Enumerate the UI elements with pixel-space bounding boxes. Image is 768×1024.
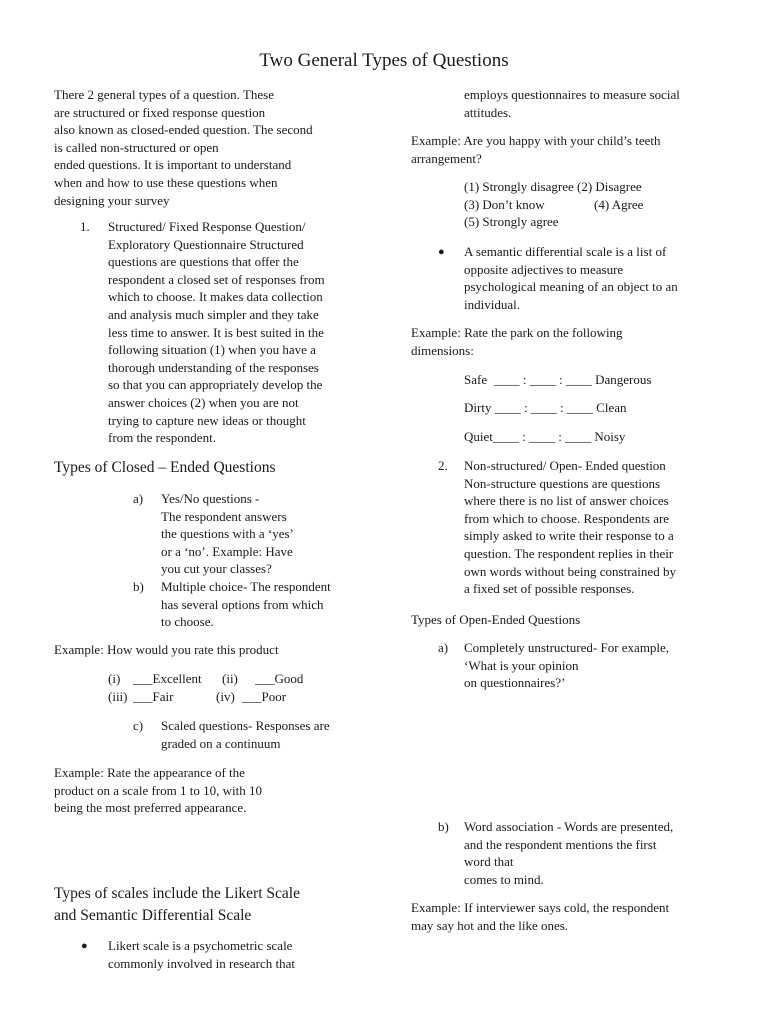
rating-marker: (iv) [216,689,235,704]
text-line: question. The respondent replies in their [464,545,674,561]
text-line: where there is no list of answer choices [464,493,669,509]
text-line: A semantic differential scale is a list of [464,244,667,259]
text-line: The respondent answers [161,508,287,524]
text-line: to choose. [161,614,214,630]
text-line: and analysis much simpler and they take [108,306,319,322]
text-line: so that you can appropriately develop the [108,377,323,393]
text-line: from the respondent. [108,430,216,446]
heading-line: Types of scales include the Likert Scale [54,885,300,902]
likert-continued [464,86,680,121]
closed-b-text [161,578,331,631]
text-line: employs questionnaires to measure social [464,87,680,102]
open-a-text [464,639,669,692]
text-line: simply asked to write their response to a [464,528,674,544]
text-line: product on a scale from 1 to 10, with 10 [54,782,262,798]
rating-marker: (iii) [108,689,128,704]
text-line: thorough understanding of the responses [108,359,319,375]
text-line: graded on a continuum [161,735,281,751]
closed-c-text [161,717,330,752]
text-line: Completely unstructured- For example, [464,640,670,655]
text-line: psychological meaning of an object to an [464,279,678,295]
text-line: Example: Are you happy with your child’s teeth [411,133,661,148]
rating-option: ___Poor [242,689,287,704]
text-line: Likert scale is a psychometric scale [108,938,293,953]
open-ended-heading: Types of Open-Ended Questions [411,612,581,627]
text-line: attitudes. [464,104,512,120]
text-line: Non-structured/ Open- Ended question [464,458,666,473]
page-title: Two General Types of Questions [259,50,509,71]
text-line: commonly involved in research that [108,955,296,971]
text-line: Scaled questions- Responses are [161,718,330,733]
park-example [411,324,623,359]
dimension-row: Quiet____ : ____ : ____ Noisy [464,429,626,444]
text-line: Multiple choice- The respondent [161,579,331,594]
appearance-example [54,764,262,817]
text-line: Example: Rate the park on the following [411,325,623,340]
likert-option: (1) Strongly disagree (2) Disagree [464,179,642,194]
text-line: Example: Rate the appearance of the [54,765,245,780]
text-line: is called non-structured or open [54,139,219,155]
text-line: Structured/ Fixed Response Question/ [108,219,306,234]
text-line: from which to choose. Respondents are [464,510,670,526]
text-line: answer choices (2) when you are not [108,394,299,410]
rating-marker: (i) [108,671,121,686]
text-line: There 2 general types of a question. These [54,87,274,102]
text-line: are structured or fixed response question [54,104,266,120]
list-marker: b) [133,579,144,594]
text-line: comes to mind. [464,871,544,887]
text-line: also known as closed-ended question. The second [54,122,313,138]
text-line: opposite adjectives to measure [464,261,624,277]
bullet-icon: ● [81,940,88,952]
text-line: when and how to use these questions when [54,174,278,190]
text-line: own words without being constrained by [464,563,676,579]
text-line: the questions with a ‘yes’ [161,526,294,542]
likert-option: (3) Don’t know [464,197,545,212]
product-example: Example: How would you rate this product [54,642,279,657]
list-number: 2. [438,458,448,473]
rating-marker: (ii) [222,671,238,686]
rating-option: ___Good [255,671,304,686]
dimension-row: Dirty ____ : ____ : ____ Clean [464,400,627,415]
text-line: Word association - Words are presented, [464,819,674,834]
rating-option: ___Fair [133,689,174,704]
text-line: has several options from which [161,596,324,612]
likert-option: (4) Agree [594,197,644,212]
text-line: dimensions: [411,342,474,358]
text-line: Example: If interviewer says cold, the respondent [411,900,670,915]
text-line: on questionnaires?’ [464,675,566,691]
text-line: ‘What is your opinion [464,657,579,673]
item1-text [108,218,325,447]
text-line: being the most preferred appearance. [54,800,247,816]
teeth-example [411,132,660,167]
dimension-row: Safe ____ : ____ : ____ Dangerous [464,372,652,387]
text-line: questions are questions that offer the [108,254,299,270]
item2-text [464,457,676,598]
text-line: Non-structure questions are questions [464,475,661,491]
text-line: trying to capture new ideas or thought [108,412,306,428]
heading-line: and Semantic Differential Scale [54,907,252,924]
closed-a-text [161,490,294,578]
text-line: word that [464,854,514,870]
text-line: Yes/No questions - [161,491,260,506]
text-line: and the respondent mentions the first [464,836,657,852]
likert-option: (5) Strongly agree [464,214,559,229]
text-line: designing your survey [54,192,170,208]
semantic-text [464,243,678,313]
text-line: individual. [464,296,520,312]
text-line: less time to answer. It is best suited in the [108,324,324,340]
text-line: which to choose. It makes data collection [108,289,323,305]
bullet-icon: ● [438,246,445,258]
text-line: arrangement? [411,150,482,166]
text-line: ended questions. It is important to understand [54,157,292,173]
text-line: respondent a closed set of responses from [108,271,325,287]
likert-text [108,937,295,972]
closed-ended-heading: Types of Closed – Ended Questions [54,459,276,476]
list-number: 1. [80,219,90,234]
cold-example [411,899,669,934]
list-marker: a) [438,640,449,655]
text-line: a fixed set of possible responses. [464,581,635,597]
text-line: you cut your classes? [161,561,272,577]
intro-paragraph [54,86,313,209]
text-line: following situation (1) when you have a [108,342,316,358]
list-marker: c) [133,718,144,733]
list-marker: a) [133,491,144,506]
scales-heading [54,883,300,927]
text-line: Exploratory Questionnaire Structured [108,236,304,252]
text-line: or a ‘no’. Example: Have [161,543,293,559]
rating-option: ___Excellent [133,671,202,686]
list-marker: b) [438,819,449,834]
open-b-text [464,818,673,888]
text-line: may say hot and the like ones. [411,917,569,933]
